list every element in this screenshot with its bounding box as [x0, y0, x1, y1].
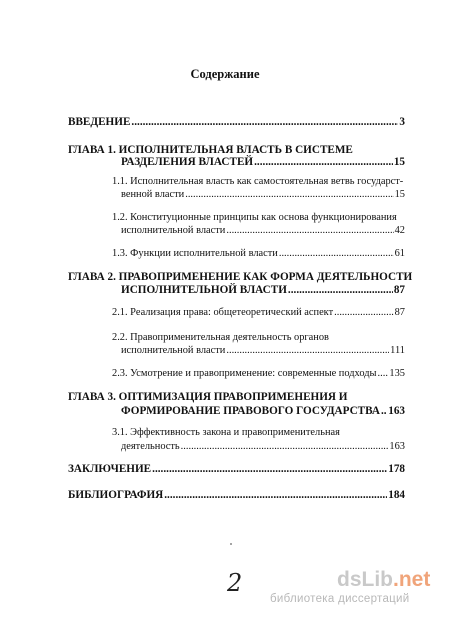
- toc-label: РАЗДЕЛЕНИЯ ВЛАСТЕЙ: [121, 156, 254, 168]
- toc-label: ЗАКЛЮЧЕНИЕ: [68, 463, 152, 475]
- toc-section-3-1-title[interactable]: 3.1. Эффективность закона и правоприменительная: [112, 427, 340, 438]
- toc-leader: [334, 306, 393, 320]
- toc-page: 87: [393, 284, 405, 296]
- toc-section-2-2[interactable]: [121, 344, 405, 358]
- toc-page: 15: [393, 156, 405, 168]
- toc-page: 178: [388, 463, 405, 475]
- toc-label: ИСПОЛНИТЕЛЬНОЙ ВЛАСТИ: [121, 284, 287, 296]
- toc-leader: [288, 283, 393, 297]
- toc-label: БИБЛИОГРАФИЯ: [68, 489, 164, 501]
- toc-chapter-3[interactable]: [121, 404, 405, 418]
- toc-page: 87: [394, 307, 405, 318]
- toc-leader: [381, 404, 387, 418]
- toc-section-2-2-title[interactable]: 2.2. Правоприменительная деятельность органов: [112, 332, 329, 343]
- toc-section-2-3[interactable]: [112, 367, 405, 381]
- toc-label: венной власти: [121, 189, 185, 200]
- toc-label: 1.3. Функции исполнительной власти: [112, 248, 278, 259]
- toc-label: исполнительной власти: [121, 345, 226, 356]
- toc-section-2-1[interactable]: [112, 306, 405, 320]
- toc-label: 2.3. Усмотрение и правоприменение: современные подходы: [112, 368, 377, 379]
- watermark-logo-tld: .net: [393, 568, 431, 591]
- toc-label: исполнительной власти: [121, 225, 226, 236]
- toc-leader: [164, 488, 387, 502]
- toc-chapter-1[interactable]: [121, 155, 405, 169]
- toc-section-1-1[interactable]: [121, 188, 405, 202]
- toc-label: ФОРМИРОВАНИЕ ПРАВОВОГО ГОСУДАРСТВА: [121, 405, 380, 417]
- toc-leader: [279, 247, 394, 261]
- page-title: Содержание: [190, 67, 260, 81]
- toc-page: 163: [389, 441, 405, 452]
- toc-section-3-1[interactable]: [121, 440, 405, 454]
- scan-speck: [230, 543, 232, 545]
- toc-leader: [181, 440, 389, 454]
- toc-section-1-2-title[interactable]: 1.2. Конституционные принципы как основа функционирования: [112, 212, 397, 223]
- toc-leader: [152, 462, 387, 476]
- watermark-logo: [337, 568, 430, 592]
- toc-leader: [254, 155, 393, 169]
- toc-leader: [185, 188, 393, 202]
- handwritten-page-number: 2: [227, 569, 243, 597]
- toc-page: 61: [394, 248, 405, 259]
- toc-label: 2.1. Реализация права: общетеоретический аспект: [112, 307, 334, 318]
- toc-leader: [226, 344, 389, 358]
- toc-page: 163: [388, 405, 405, 417]
- toc-entry-conclusion[interactable]: [68, 462, 405, 476]
- toc-leader: [226, 224, 393, 238]
- toc-page: 3: [399, 116, 405, 128]
- toc-section-1-2[interactable]: [121, 224, 405, 238]
- toc-entry-bibliography[interactable]: [68, 488, 405, 502]
- watermark-logo-main: dsLib: [337, 568, 393, 591]
- toc-page: 15: [394, 189, 405, 200]
- toc-chapter-3-title[interactable]: ГЛАВА 3. ОПТИМИЗАЦИЯ ПРАВОПРИМЕНЕНИЯ И: [68, 391, 348, 403]
- toc-label: деятельность: [121, 441, 180, 452]
- watermark-subtitle: библиотека диссертаций: [270, 593, 410, 605]
- toc-page: 42: [394, 225, 405, 236]
- toc-page: 135: [389, 368, 405, 379]
- toc-chapter-1-title[interactable]: ГЛАВА 1. ИСПОЛНИТЕЛЬНАЯ ВЛАСТЬ В СИСТЕМЕ: [68, 144, 353, 156]
- toc-section-1-1-title[interactable]: 1.1. Исполнительная власть как самостоятельная ветвь государст-: [112, 176, 404, 187]
- toc-leader: [131, 115, 398, 129]
- toc-leader: [378, 367, 389, 381]
- toc-section-1-3[interactable]: [112, 247, 405, 261]
- toc-label: ВВЕДЕНИЕ: [68, 116, 131, 128]
- toc-chapter-2-title[interactable]: ГЛАВА 2. ПРАВОПРИМЕНЕНИЕ КАК ФОРМА ДЕЯТЕЛЬНОСТИ: [68, 271, 413, 283]
- toc-entry-intro[interactable]: [68, 115, 405, 129]
- toc-page: 111: [390, 345, 405, 356]
- toc-page: 184: [388, 489, 405, 501]
- toc-chapter-2[interactable]: [121, 283, 405, 297]
